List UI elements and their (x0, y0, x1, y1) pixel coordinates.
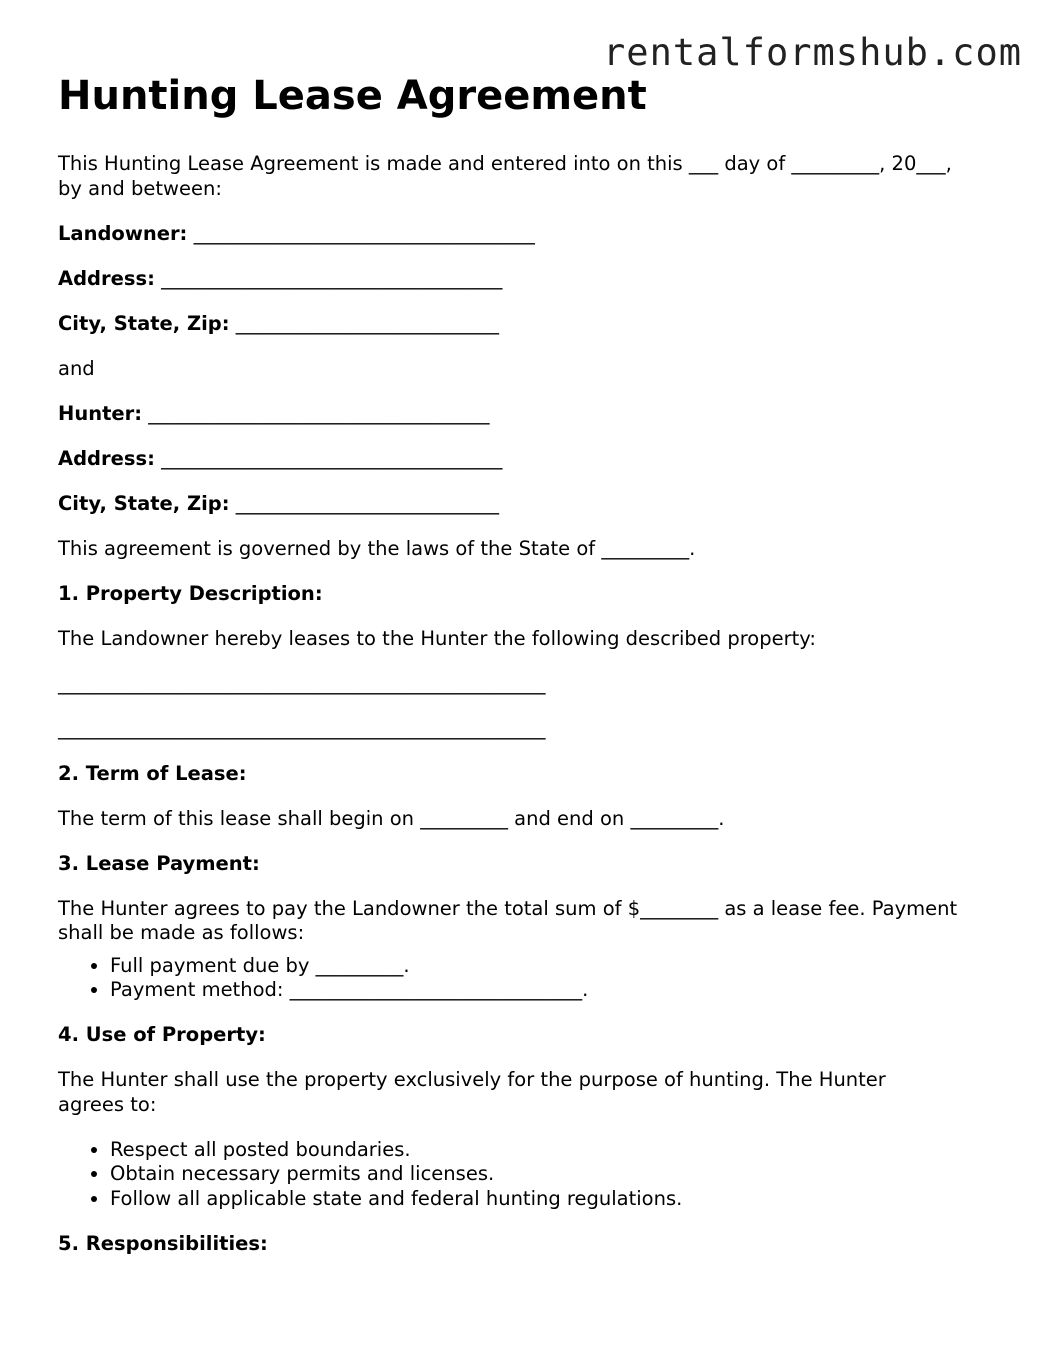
property-blank-line-1[interactable]: __________________________________________________ (58, 671, 546, 695)
payment-text: The Hunter agrees to pay the Landowner the total sum of $________ as a lease fee. Payment shall be made as follows: (58, 896, 958, 944)
and-separator: and (58, 356, 95, 380)
hunter-address-blank[interactable]: ___________________________________ (161, 446, 503, 470)
list-item: • Obtain necessary permits and licenses. (110, 1162, 958, 1187)
property-blank-line-2[interactable]: __________________________________________________ (58, 716, 546, 740)
landowner-city-label: City, State, Zip: (58, 311, 230, 335)
section-heading-responsibilities: 5. Responsibilities: (58, 1231, 268, 1255)
landowner-address-label: Address: (58, 266, 155, 290)
term-text: The term of this lease shall begin on _________ and end on _________. (58, 806, 725, 830)
landowner-city-field (58, 312, 958, 337)
landowner-name-label: Landowner: (58, 221, 188, 245)
hunter-city-field (58, 492, 958, 517)
hunter-name-label: Hunter: (58, 401, 143, 425)
landowner-city-blank[interactable]: ___________________________ (235, 311, 500, 335)
section-heading-term: 2. Term of Lease: (58, 761, 247, 785)
hunter-city-label: City, State, Zip: (58, 491, 230, 515)
document-title: Hunting Lease Agreement (58, 73, 647, 119)
list-item: • Respect all posted boundaries. (110, 1138, 958, 1163)
landowner-address-field (58, 267, 958, 292)
section-heading-property: 1. Property Description: (58, 581, 323, 605)
watermark: rentalformshub.com (603, 31, 1022, 74)
list-item: • Follow all applicable state and federal hunting regulations. (110, 1187, 958, 1212)
landowner-name-field (58, 222, 958, 247)
list-item: • Full payment due by _________. (110, 954, 958, 979)
use-bullet-list (58, 1138, 958, 1212)
property-description-text: The Landowner hereby leases to the Hunter the following described property: (58, 626, 816, 650)
hunter-address-label: Address: (58, 446, 155, 470)
section-heading-use: 4. Use of Property: (58, 1023, 266, 1046)
hunter-name-field (58, 402, 958, 427)
document-body (58, 152, 958, 1277)
hunter-name-blank[interactable]: ___________________________________ (148, 401, 490, 425)
use-text: The Hunter shall use the property exclusively for the purpose of hunting. The Hunter agrees to: (58, 1068, 886, 1116)
section-heading-payment: 3. Lease Payment: (58, 851, 260, 875)
hunter-city-blank[interactable]: ___________________________ (235, 491, 500, 515)
hunter-address-field (58, 447, 958, 472)
governing-law-paragraph: This agreement is governed by the laws of the State of _________. (58, 536, 696, 560)
list-item: • Payment method: ______________________________. (110, 978, 958, 1003)
payment-bullet-list (58, 954, 958, 1003)
intro-paragraph: This Hunting Lease Agreement is made and entered into on this ___ day of _________, 20___, by and between: (58, 152, 952, 200)
landowner-address-blank[interactable]: ___________________________________ (161, 266, 503, 290)
landowner-name-blank[interactable]: ___________________________________ (193, 221, 535, 245)
